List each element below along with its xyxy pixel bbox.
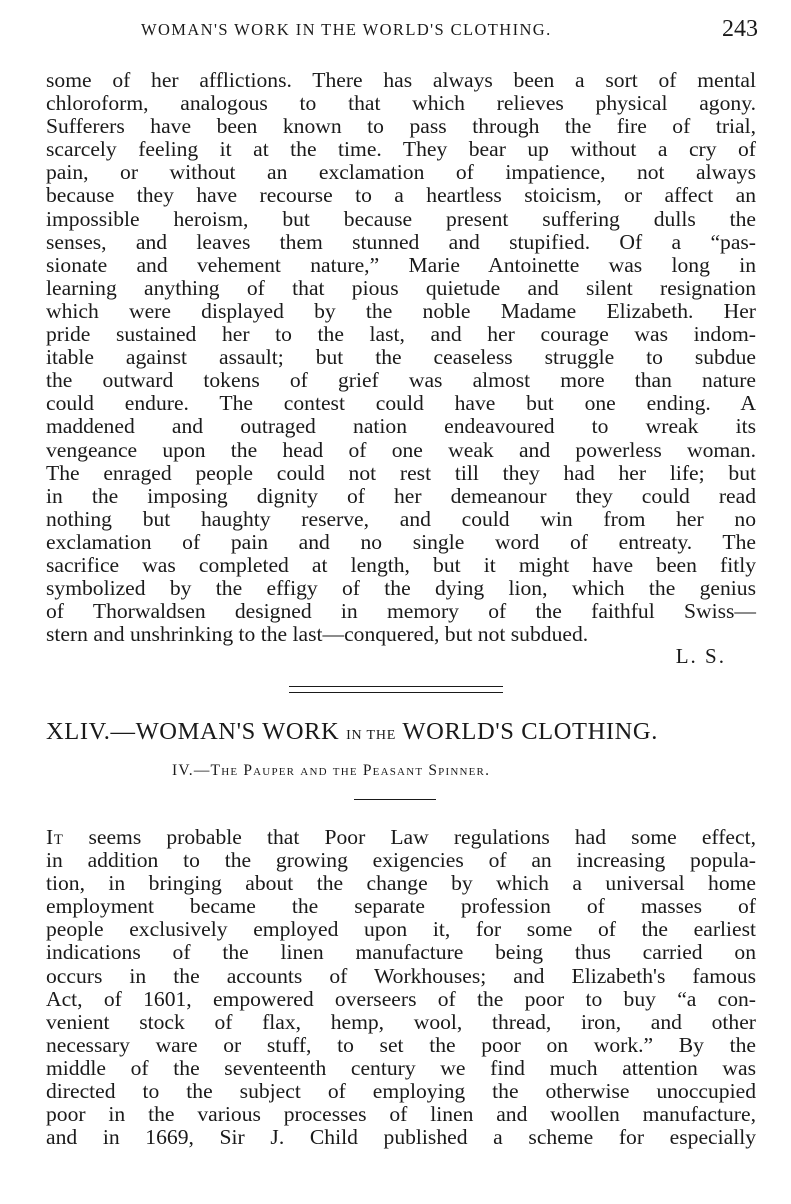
paragraph-previous-article <box>46 69 756 646</box>
text-line: symbolized by the effigy of the dying lion, which the genius <box>46 576 756 601</box>
article-heading <box>46 718 756 746</box>
text-line: poor in the various processes of linen and woollen manufacture, <box>46 1102 756 1127</box>
text-line: pride sustained her to the last, and her courage was indom- <box>46 322 756 347</box>
text-line: and in 1669, Sir J. Child published a scheme for especially <box>46 1125 756 1150</box>
text-line: because they have recourse to a heartless stoicism, or affect an <box>46 183 756 208</box>
heading-number: XLIV.— <box>46 718 136 745</box>
text-line: the outward tokens of grief was almost more than nature <box>46 368 756 393</box>
text-line: of Thorwaldsen designed in memory of the faithful Swiss— <box>46 599 756 624</box>
text-line: some of her afflictions. There has always been a sort of mental <box>46 68 756 92</box>
paragraph-article-opening <box>46 826 756 1149</box>
text-line: people exclusively employed upon it, for some of the earliest <box>46 917 756 942</box>
text-line: sacrifice was completed at length, but it might have been fitly <box>46 552 756 577</box>
text-line: impossible heroism, but because present suffering dulls the <box>46 206 756 231</box>
heading-divider-rule <box>354 799 436 800</box>
running-title: WOMAN'S WORK IN THE WORLD'S CLOTHING. <box>141 20 552 39</box>
text-line: chloroform, analogous to that which relieves physical agony. <box>46 91 756 116</box>
text-line: venient stock of flax, hemp, wool, thread, iron, and other <box>46 1009 756 1034</box>
text-line: scarcely feeling it at the time. They bear up without a cry of <box>46 137 756 162</box>
running-head <box>46 16 756 46</box>
text-line: could endure. The contest could have but one ending. A <box>46 391 756 416</box>
text-line: Sufferers have been known to pass through the fire of trial, <box>46 114 756 139</box>
text-line: in the imposing dignity of her demeanour they could read <box>46 483 756 508</box>
text-line: in addition to the growing exigencies of an increasing popula- <box>46 848 756 873</box>
section-divider-double-rule <box>289 686 503 693</box>
text-line: The enraged people could not rest till they had her life; but <box>46 460 756 485</box>
page-number: 243 <box>722 16 758 42</box>
heading-text-part-2: WORLD'S CLOTHING. <box>402 718 658 745</box>
text-line: indications of the linen manufacture being thus carried on <box>46 940 756 965</box>
text-line: itable against assault; but the ceaseless struggle to subdue <box>46 345 756 370</box>
text-line: maddened and outraged nation endeavoured to wreak its <box>46 414 756 439</box>
author-signature: L. S. <box>675 644 726 668</box>
text-line: directed to the subject of employing the otherwise unoccupied <box>46 1079 756 1104</box>
text-line: tion, in bringing about the change by which a universal home <box>46 871 756 896</box>
text-line: necessary ware or stuff, to set the poor on work.” By the <box>46 1032 756 1057</box>
heading-text-part-1: WOMAN'S WORK <box>135 718 340 745</box>
text-line: employment became the separate profession of masses of <box>46 894 756 919</box>
text-line: senses, and leaves them stunned and stupified. Of a “pas- <box>46 229 756 254</box>
text-line-first <box>46 826 756 849</box>
text-line: middle of the seventeenth century we find much attention was <box>46 1055 756 1080</box>
text-line: pain, or without an exclamation of impatience, not always <box>46 160 756 185</box>
text-line: which were displayed by the noble Madame Elizabeth. Her <box>46 298 756 323</box>
text-line: stern and unshrinking to the last—conquered, but not subdued. <box>46 622 589 647</box>
heading-small-caps: IN THE <box>346 728 397 743</box>
text-line: exclamation of pain and no single word of entreaty. The <box>46 529 756 554</box>
text-line: learning anything of that pious quietude and silent resignation <box>46 275 756 300</box>
text-line: occurs in the accounts of Workhouses; and Elizabeth's famous <box>46 963 756 988</box>
text-line: sionate and vehement nature,” Marie Antoinette was long in <box>46 252 756 277</box>
text-line: vengeance upon the head of one weak and powerless woman. <box>46 437 756 462</box>
subheading-text: IV.—The Pauper and the Peasant Spinner. <box>172 762 491 779</box>
text-line: nothing but haughty reserve, and could win from her no <box>46 506 756 531</box>
article-subheading <box>172 762 490 780</box>
opening-word: It <box>46 825 64 849</box>
text-line: Act, of 1601, empowered overseers of the poor to buy “a con- <box>46 986 756 1011</box>
first-line-rest: seems probable that Poor Law regulations had some effect, <box>88 825 756 849</box>
